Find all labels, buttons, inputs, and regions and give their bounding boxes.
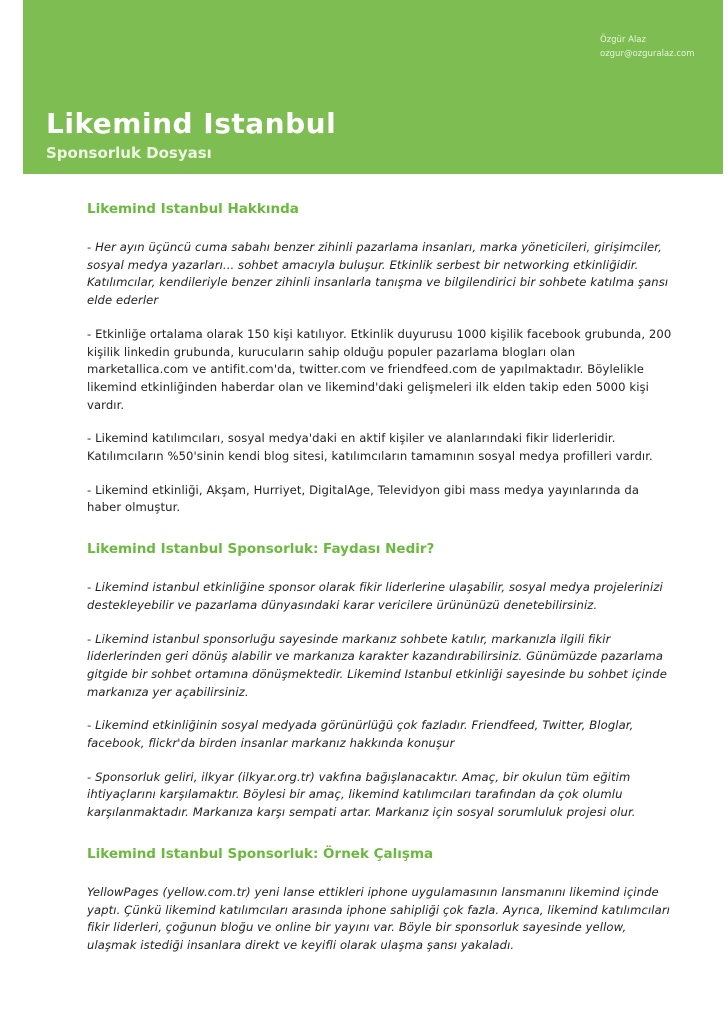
paragraph: - Sponsorluk geliri, ilkyar (ilkyar.org.tr) vakfına bağışlanacaktır. Amaç, bir okulun tüm eğitim ihtiyaçlarını karşılamaktır. Böylesi bir amaç, likemind katılımcıları tarafından da çok olumlu karşılanmaktadır. Markanıza karşı sempati artar. Markanız için sosyal sorumluluk projesi olur. (87, 769, 636, 820)
document-body (87, 198, 677, 976)
author-block (600, 33, 694, 61)
paragraph: - Etkinliğe ortalama olarak 150 kişi katılıyor. Etkinlik duyurusu 1000 kişilik facebook grubunda, 200 kişilik linkedin grubunda, kurucuların sahip olduğu populer pazarlama blogları olan marketallica.com ve antifit.com'da, twitter.com ve friendfeed.com de yapılmaktadır. Böylelikle likemind etkinliğinden haberdar olan ve likemind'daki gelişmeleri ilk elden takip eden 5000 kişi vardır. (87, 326, 672, 412)
paragraph: - Likemind istanbul sponsorluğu sayesinde markanız sohbete katılır, markanızla ilgili fikir liderlerinden geri dönüş alabilir ve markanıza karakter kazandırabilirsiniz. Günümüzde pazarlama gitgide bir sohbet ortamına dönüşmektedir. Likemind Istanbul etkinliği sayesinde bu sohbet içinde markanıza yer açabilirsiniz. (87, 631, 668, 699)
paragraph: - Her ayın üçüncü cuma sabahı benzer zihinli pazarlama insanları, marka yöneticileri, girişimciler, sosyal medya yazarları... sohbet amacıyla buluşur. Etkinlik serbest bir networking etkinliğidir. Katılımcılar, kendileriyle benzer zihinli insanlarla tanışma ve bilgilendirici bir sohbete katılma şansı elde ederler (87, 240, 669, 308)
author-name: Özgür Alaz (600, 35, 646, 45)
section-about (87, 198, 677, 517)
section-heading: Likemind Istanbul Sponsorluk: Örnek Çalışma (87, 845, 434, 862)
document-subtitle: Sponsorluk Dosyası (46, 144, 212, 162)
document-title: Likemind Istanbul (46, 107, 337, 140)
section-heading: Likemind Istanbul Hakkında (87, 201, 299, 217)
paragraph: YellowPages (yellow.com.tr) yeni lanse ettikleri iphone uygulamasının lansmanını likemind içinde yaptı. Çünkü likemind katılımcıları arasında iphone sahipliği çok fazla. Ayrıca, likemind katılımcıları fikir liderleri, çoğunun bloğu ve online bir yayını var. Böyle bir sponsorluk sayesinde yellow, ulaşmak istediği insanlara direkt ve keyifli olarak ulaşma şansı yakaladı. (87, 884, 671, 952)
section-case-study (87, 843, 677, 955)
paragraph: - Likemind istanbul etkinliğine sponsor olarak fikir liderlerine ulaşabilir, sosyal medya projelerinizi destekleyebilir ve pazarlama dünyasındaki karar vericilere ürününüzü denetebilirsiniz. (87, 580, 663, 612)
header-banner (23, 0, 723, 174)
section-heading: Likemind Istanbul Sponsorluk: Faydası Nedir? (87, 541, 435, 558)
author-email: ozgur@ozguralaz.com (600, 49, 695, 59)
paragraph: - Likemind etkinliğinin sosyal medyada görünürlüğü çok fazladır. Friendfeed, Twitter, Bloglar, facebook, flickr'da birden insanlar markanız hakkında konuşur (87, 718, 634, 751)
section-benefits (87, 538, 677, 822)
paragraph: - Likemind katılımcıları, sosyal medya'daki en aktif kişiler ve alanlarındaki fikir liderleridir. Katılımcıların %50'sinin kendi blog sitesi, katılımcıların tamamının sosyal medya profilleri vardır. (87, 431, 653, 464)
paragraph: - Likemind etkinliği, Akşam, Hurriyet, DigitalAge, Televidyon gibi mass medya yayınlarında da haber olmuştur. (87, 482, 640, 515)
